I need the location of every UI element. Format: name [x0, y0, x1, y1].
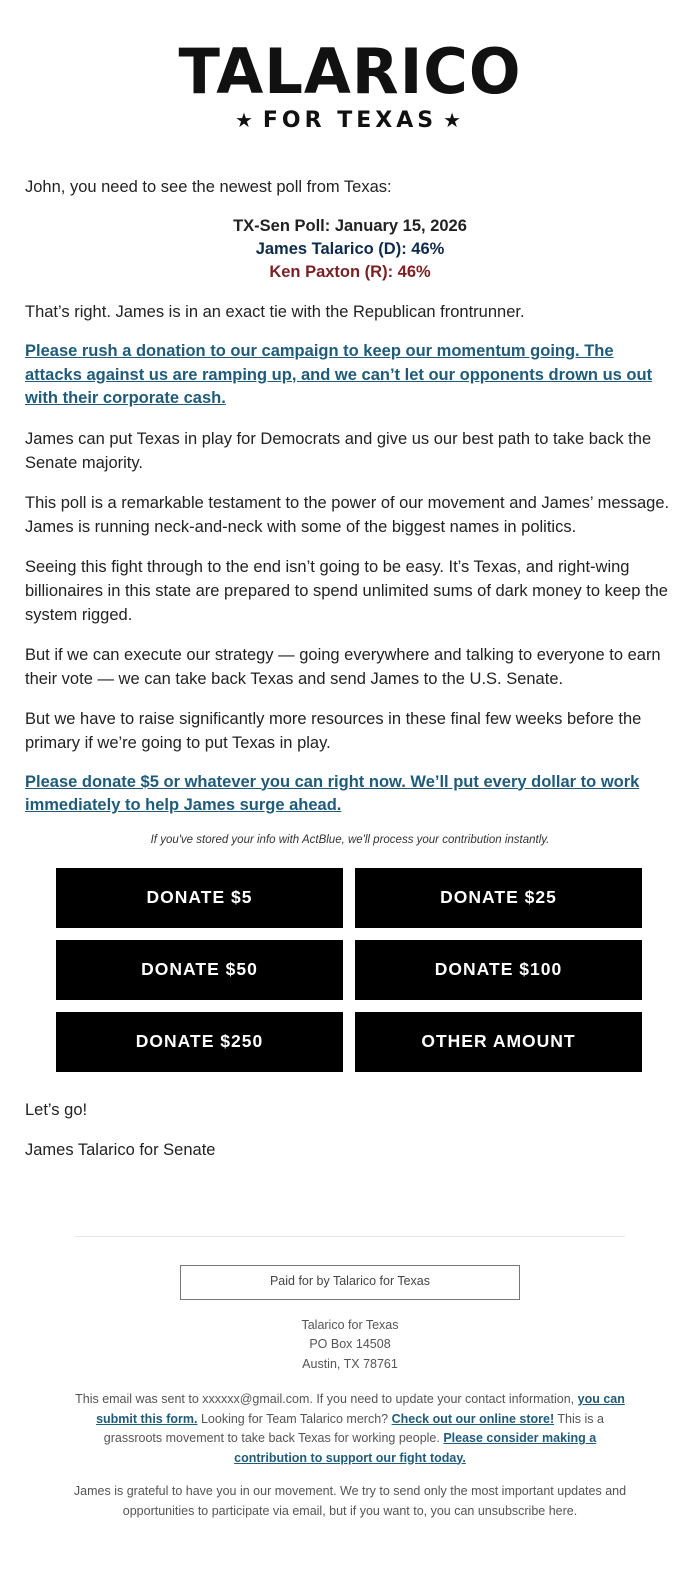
donate-five-link[interactable]: Please donate $5 or whatever you can right now. We’ll put every dollar to work immediately to help James surge ahead.	[25, 772, 640, 814]
poll-rep-result: Ken Paxton (R): 46%	[269, 263, 431, 281]
unsubscribe-text: James is grateful to have you in our movement. We try to send only the most important updates and opportunities to participate via email, but if you want to, you can unsubscribe here.	[73, 1484, 627, 1518]
donate-25-button[interactable]: DONATE $25	[355, 868, 642, 928]
donate-100-button[interactable]: DONATE $100	[355, 940, 642, 1000]
actblue-note: If you've stored your info with ActBlue, we'll process your contribution instantly.	[150, 833, 550, 846]
donate-5-button[interactable]: DONATE $5	[56, 868, 343, 928]
poll-results	[25, 215, 675, 284]
paid-for-disclaimer: Paid for by Talarico for Texas	[180, 1265, 520, 1300]
donate-rush-link[interactable]: Please rush a donation to our campaign to keep our momentum going. The attacks against us are ramping up, and we can’t let our opponents drown us out with their corporate cash.	[25, 342, 653, 407]
paragraph-texas-in-play: James can put Texas in play for Democrats and give us our best path to take back the Senate majority.	[25, 429, 652, 472]
email-body	[0, 175, 700, 1162]
donate-250-button[interactable]: DONATE $250	[56, 1012, 343, 1072]
poll-title: TX-Sen Poll: January 15, 2026	[233, 217, 467, 235]
campaign-logo: TALARICO	[178, 35, 522, 108]
grassroots-text: This is a grassroots movement to take back Texas for working people.	[103, 1411, 604, 1445]
closing-line: Let’s go!	[25, 1100, 88, 1119]
footer-divider	[75, 1236, 625, 1237]
update-contact-link[interactable]: you can submit this form.	[96, 1392, 625, 1426]
email-footer	[0, 1265, 700, 1522]
campaign-logo-subtitle	[0, 108, 700, 133]
footer-fine-print	[70, 1390, 630, 1468]
logo-sub-text: FOR TEXAS	[262, 108, 438, 133]
city-state-zip: Austin, TX 78761	[302, 1356, 398, 1371]
online-store-link[interactable]: Check out our online store!	[391, 1411, 555, 1426]
po-box: PO Box 14508	[309, 1337, 391, 1351]
signature: James Talarico for Senate	[25, 1140, 216, 1159]
donate-50-button[interactable]: DONATE $50	[56, 940, 343, 1000]
paragraph-tie: That’s right. James is in an exact tie with the Republican frontrunner.	[25, 303, 525, 321]
star-icon: ★	[443, 108, 466, 132]
sent-to-text: This email was sent to xxxxxx@gmail.com. If you need to update your contact information,	[75, 1392, 575, 1406]
merch-text: Looking for Team Talarico merch?	[200, 1411, 389, 1426]
donation-button-grid	[56, 868, 644, 1072]
paragraph-testament: This poll is a remarkable testament to the power of our movement and James’ message. James is running neck-and-neck with some of the biggest names in politics.	[25, 493, 670, 536]
poll-dem-result: James Talarico (D): 46%	[255, 240, 445, 258]
mailing-address	[0, 1316, 700, 1375]
greeting: John, you need to see the newest poll from Texas:	[25, 178, 392, 196]
email-header	[0, 0, 700, 175]
other-amount-button[interactable]: OTHER AMOUNT	[355, 1012, 642, 1072]
paragraph-resources: But we have to raise significantly more resources in these final few weeks before the primary if we’re going to put Texas in play.	[25, 709, 642, 752]
contribution-link[interactable]: Please consider making a contribution to support our fight today.	[234, 1431, 597, 1465]
paragraph-strategy: But if we can execute our strategy — going everywhere and talking to everyone to earn their vote — we can take back Texas and send James to the U.S. Senate.	[25, 645, 661, 688]
paragraph-fight: Seeing this fight through to the end isn’t going to be easy. It’s Texas, and right-wing billionaires in this state are prepared to spend unlimited sums of dark money to keep the system rigged.	[25, 557, 668, 624]
org-name: Talarico for Texas	[301, 1317, 399, 1332]
star-icon: ★	[234, 108, 257, 132]
